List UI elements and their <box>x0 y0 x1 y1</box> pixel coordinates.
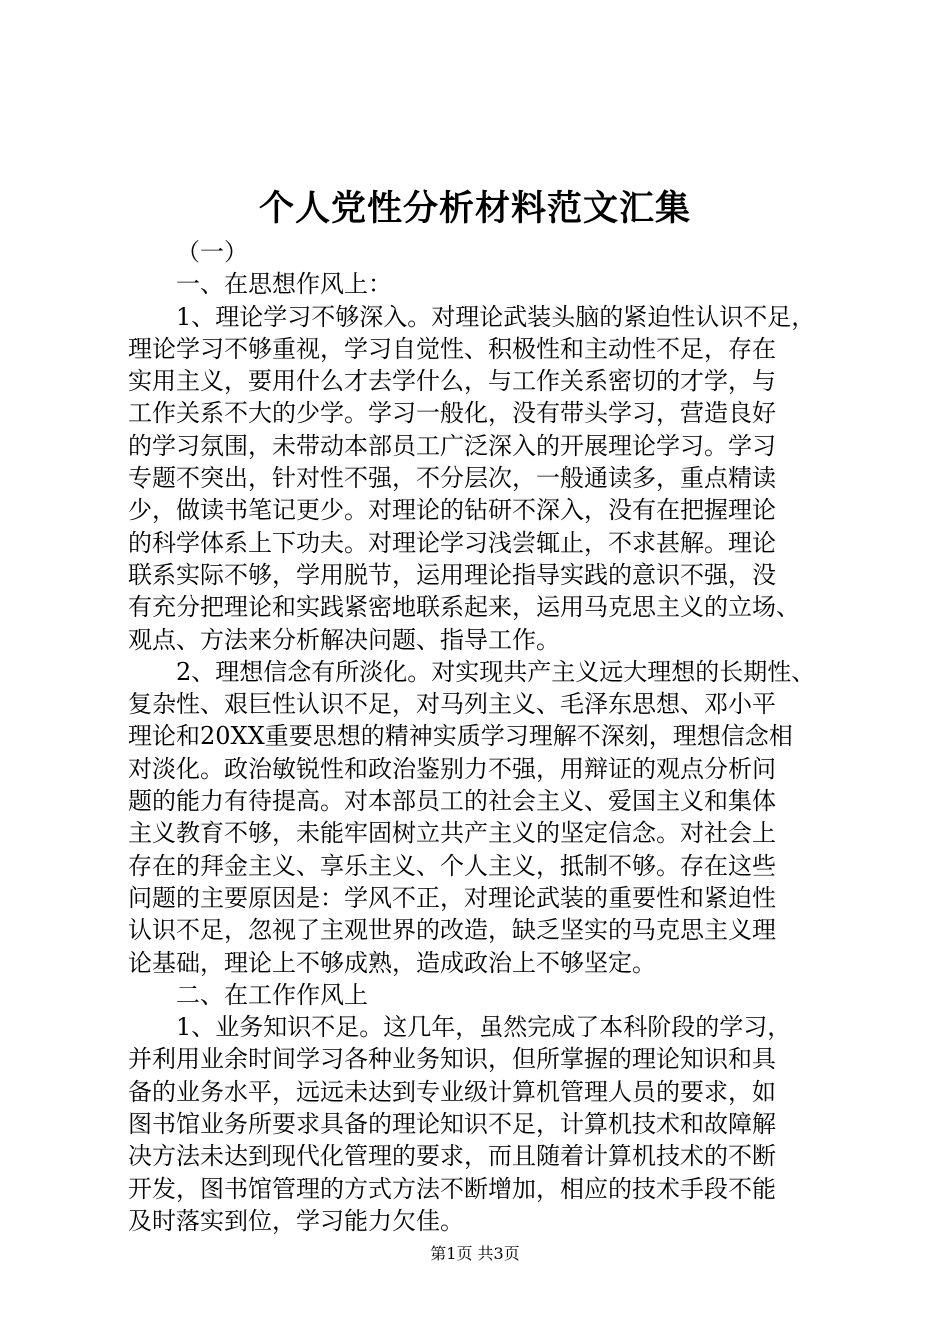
text-line: 专题不突出，针对性不强，不分层次，一般通读多，重点精读 <box>128 464 776 493</box>
text-line: 主义教育不够，未能牢固树立共产主义的坚定信念。对社会上 <box>128 819 776 848</box>
text-line: 的科学体系上下功夫。对理论学习浅尝辄止，不求甚解。理论 <box>128 528 776 557</box>
text-line: 二、在工作作风上 <box>176 980 368 1009</box>
document-title: 个人党性分析材料范文汇集 <box>258 188 691 229</box>
text-line: 开发，图书馆管理的方式方法不断增加，相应的技术手段不能 <box>128 1174 776 1203</box>
text-line: 的学习氛围，未带动本部员工广泛深入的开展理论学习。学习 <box>128 431 776 460</box>
document-body <box>128 236 840 1237</box>
text-line: 理论学习不够重视，学习自觉性、积极性和主动性不足，存在 <box>128 334 776 363</box>
text-line: 2、理想信念有所淡化。对实现共产主义远大理想的长期性、 <box>176 657 816 686</box>
text-line: 1、业务知识不足。这几年，虽然完成了本科阶段的学习， <box>176 1013 792 1042</box>
text-line: 问题的主要原因是：学风不正，对理论武装的重要性和紧迫性 <box>128 883 776 912</box>
text-line: 观点、方法来分析解决问题、指导工作。 <box>128 625 560 654</box>
text-line: 并利用业余时间学习各种业务知识，但所掌握的理论知识和具 <box>128 1045 776 1074</box>
text-line: 决方法未达到现代化管理的要求，而且随着计算机技术的不断 <box>128 1142 776 1171</box>
text-line: 及时落实到位，学习能力欠佳。 <box>128 1206 464 1235</box>
text-line: 工作关系不大的少学。学习一般化，没有带头学习，营造良好 <box>128 399 776 428</box>
text-line: 1、理论学习不够深入。对理论武装头脑的紧迫性认识不足， <box>176 302 816 331</box>
text-line: 图书馆业务所要求具备的理论知识不足，计算机技术和故障解 <box>128 1110 776 1139</box>
text-line: 有充分把理论和实践紧密地联系起来，运用马克思主义的立场、 <box>128 593 800 622</box>
text-line: 一、在思想作风上： <box>176 270 392 299</box>
text-line: （一） <box>176 238 248 266</box>
text-line: 题的能力有待提高。对本部员工的社会主义、爱国主义和集体 <box>128 787 776 816</box>
text-line: 认识不足，忽视了主观世界的改造，缺乏坚实的马克思主义理 <box>128 916 776 945</box>
text-line: 联系实际不够，学用脱节，运用理论指导实践的意识不强，没 <box>128 560 776 589</box>
text-line: 存在的拜金主义、享乐主义、个人主义，抵制不够。存在这些 <box>128 851 776 880</box>
text-line: 论基础，理论上不够成熟，造成政治上不够坚定。 <box>128 948 656 977</box>
text-line: 对淡化。政治敏锐性和政治鉴别力不强，用辩证的观点分析问 <box>128 754 776 783</box>
text-line: 实用主义，要用什么才去学什么，与工作关系密切的才学，与 <box>128 367 776 396</box>
page-footer: 第1页 共3页 <box>430 1244 520 1263</box>
text-line: 备的业务水平，远远未达到专业级计算机管理人员的要求，如 <box>128 1077 776 1106</box>
text-line: 理论和20XX重要思想的精神实质学习理解不深刻，理想信念相 <box>128 722 793 751</box>
text-line: 复杂性、艰巨性认识不足，对马列主义、毛泽东思想、邓小平 <box>128 690 776 719</box>
text-line: 少，做读书笔记更少。对理论的钻研不深入，没有在把握理论 <box>128 496 776 525</box>
